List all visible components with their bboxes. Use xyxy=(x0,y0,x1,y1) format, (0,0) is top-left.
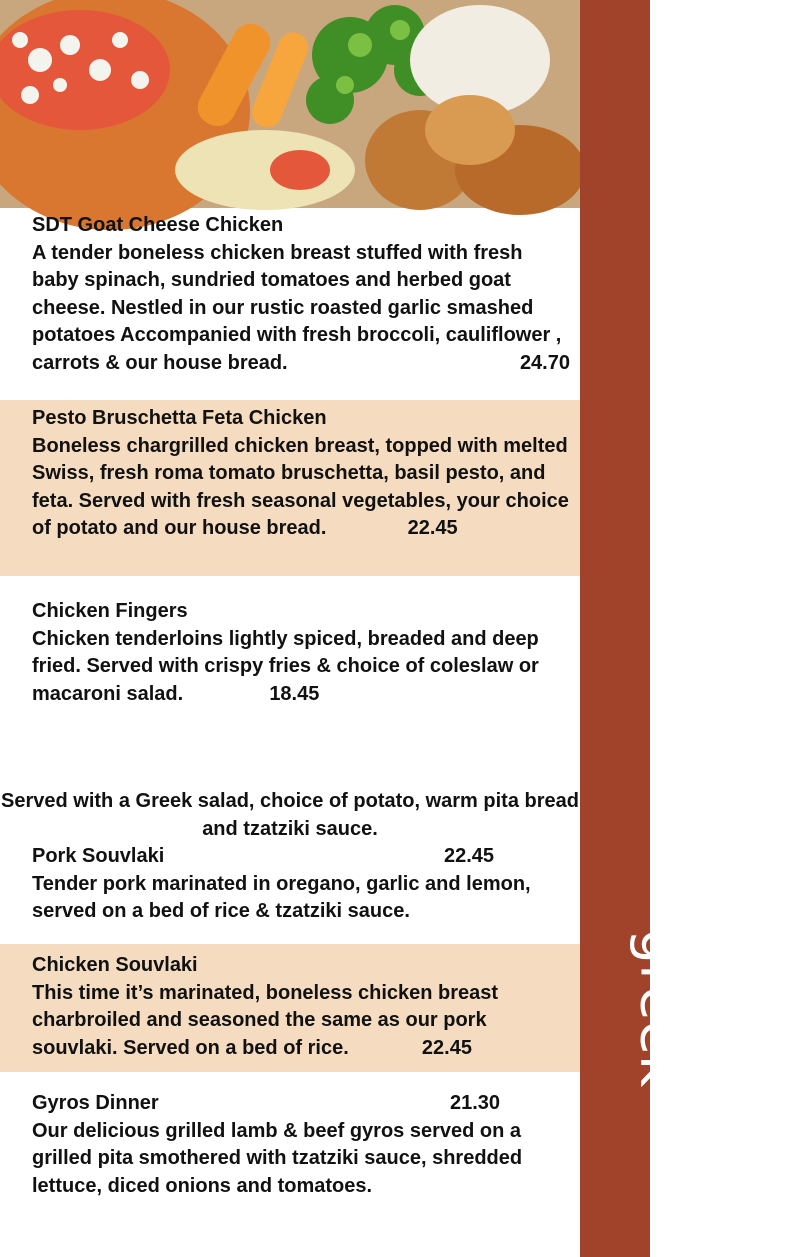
section-sidebar xyxy=(580,0,720,1257)
item-description: A tender boneless chicken breast stuffed with fresh baby spinach, sundried tomatoes and herbed goat cheese. Nestled in our rustic roasted garlic smashed potatoes Accompanied with fresh broccoli, cauliflower , carrots & our house bread. xyxy=(32,241,562,374)
item-description: Chicken tenderloins lightly spiced, breaded and deep fried. Served with crispy fries & choice of coleslaw or macaroni salad. xyxy=(32,627,539,705)
item-price: 22.45 xyxy=(407,517,458,539)
item-price: 21.30 xyxy=(450,1092,501,1114)
item-header xyxy=(32,843,570,871)
food-photo xyxy=(0,0,580,208)
menu-item xyxy=(0,212,580,392)
item-title: Chicken Souvlaki xyxy=(32,954,198,976)
item-title: SDT Goat Cheese Chicken xyxy=(32,214,284,236)
item-description: Our delicious grilled lamb & beef gyros served on a grilled pita smothered with tzatziki sauce, shredded lettuce, diced onions and tomatoes. xyxy=(32,1119,523,1197)
item-price: 24.70 xyxy=(519,351,570,374)
item-title: Pesto Bruschetta Feta Chicken xyxy=(32,407,327,429)
item-description: This time it’s marinated, boneless chicken breast charbroiled and seasoned the same as our pork souvlaki. Served on a bed of rice. xyxy=(32,981,499,1059)
item-price: 22.45 xyxy=(421,1036,472,1059)
section-label-chicken: chicken xyxy=(654,366,720,580)
item-description: Tender pork marinated in oregano, garlic and lemon, served on a bed of rice & tzatziki sauce. xyxy=(32,872,531,922)
item-title: Pork Souvlaki xyxy=(32,845,165,867)
item-header xyxy=(32,1090,570,1118)
menu-item xyxy=(0,598,580,718)
item-description: Boneless chargrilled chicken breast, topped with melted Swiss, fresh roma tomato bruschetta, basil pesto, and feta. Served with fresh seasonal vegetables, your choice of potato and our house bread. xyxy=(32,434,569,539)
item-price: 22.45 xyxy=(444,845,495,867)
food-photo-illustration xyxy=(0,0,580,208)
item-title: Chicken Fingers xyxy=(32,600,188,622)
menu-item xyxy=(0,400,580,576)
section-label-greek: greek xyxy=(627,928,693,1088)
menu-item xyxy=(0,944,580,1072)
item-title: Gyros Dinner xyxy=(32,1092,159,1114)
menu-item xyxy=(0,1090,580,1210)
item-price: 18.45 xyxy=(269,682,320,705)
greek-section-note: Served with a Greek salad, choice of potato, warm pita bread and tzatziki sauce. xyxy=(1,790,579,840)
menu-item xyxy=(0,843,580,938)
